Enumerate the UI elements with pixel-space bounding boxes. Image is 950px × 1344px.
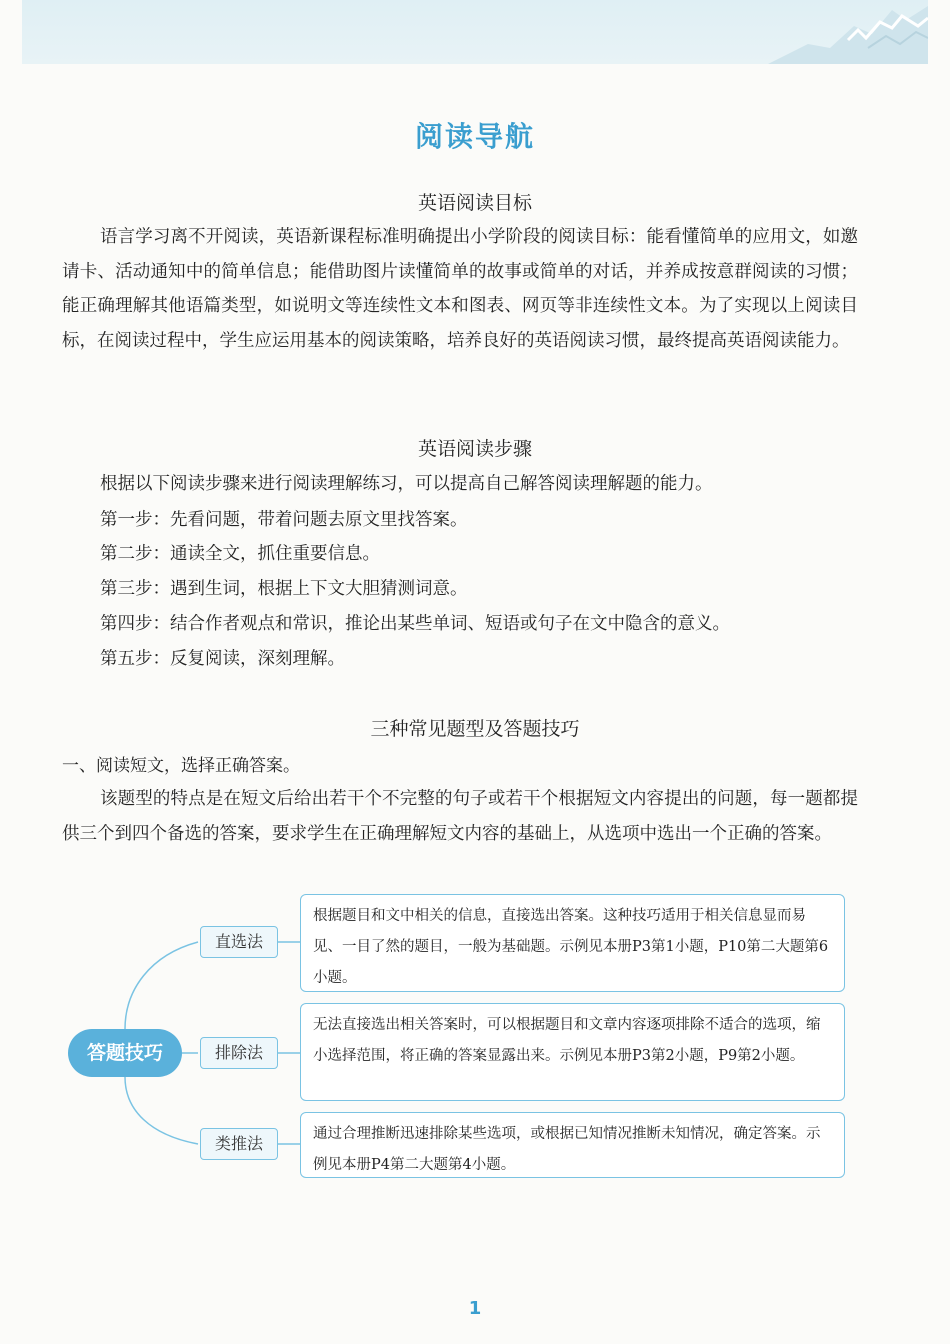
question-type-heading: 一、阅读短文，选择正确答案。 bbox=[62, 756, 300, 776]
section-heading-steps: 英语阅读步骤 bbox=[417, 438, 532, 460]
page-title: 阅读导航 bbox=[414, 120, 535, 153]
page-number: 1 bbox=[468, 1298, 482, 1319]
step-item: 第三步：遇到生词，根据上下文大胆猜测词意。 bbox=[100, 579, 468, 599]
section-heading-question-types: 三种常见题型及答题技巧 bbox=[370, 718, 580, 740]
goals-paragraph: 语言学习离不开阅读，英语新课程标准明确提出小学阶段的阅读目标：能看懂简单的应用文，如邀请卡、活动通知中的简单信息；能借助图片读懂简单的故事或简单的对话，并养成按意群阅读的习惯；能正确理解其他语篇类型，如说明文等连续性文本和图表、网页等非连续性文本。为了实现以上阅读目标，在阅读过程中，学生应运用基本的阅读策略，培养良好的英语阅读习惯，最终提高英语阅读能力。 bbox=[62, 227, 858, 351]
method-node-direct: 直选法 bbox=[200, 926, 278, 958]
step-item: 第五步：反复阅读，深刻理解。 bbox=[100, 649, 345, 669]
step-item: 第四步：结合作者观点和常识，推论出某些单词、短语或句子在文中隐含的意义。 bbox=[100, 614, 730, 634]
steps-intro: 根据以下阅读步骤来进行阅读理解练习，可以提高自己解答阅读理解题的能力。 bbox=[100, 474, 713, 494]
method-desc-direct: 根据题目和文中相关的信息，直接选出答案。这种技巧适用于相关信息显而易见、一目了然的题目，一般为基础题。示例见本册P3第1小题，P10第二大题第6小题。 bbox=[300, 894, 845, 992]
step-item: 第一步：先看问题，带着问题去原文里找答案。 bbox=[100, 510, 468, 530]
method-desc-inference: 通过合理推断迅速排除某些选项，或根据已知情况推断未知情况，确定答案。示例见本册P4第二大题第4小题。 bbox=[300, 1112, 845, 1178]
section-heading-goals: 英语阅读目标 bbox=[417, 192, 532, 214]
method-node-elimination: 排除法 bbox=[200, 1037, 278, 1069]
step-item: 第二步：通读全文，抓住重要信息。 bbox=[100, 544, 380, 564]
mindmap-hub: 答题技巧 bbox=[68, 1029, 182, 1077]
method-node-inference: 类推法 bbox=[200, 1128, 278, 1160]
method-desc-elimination: 无法直接选出相关答案时，可以根据题目和文章内容逐项排除不适合的选项，缩小选择范围，将正确的答案显露出来。示例见本册P3第2小题，P9第2小题。 bbox=[300, 1003, 845, 1101]
question-type-paragraph: 该题型的特点是在短文后给出若干个不完整的句子或若干个根据短文内容提出的问题，每一题都提供三个到四个备选的答案，要求学生在正确理解短文内容的基础上，从选项中选出一个正确的答案。 bbox=[62, 789, 858, 844]
